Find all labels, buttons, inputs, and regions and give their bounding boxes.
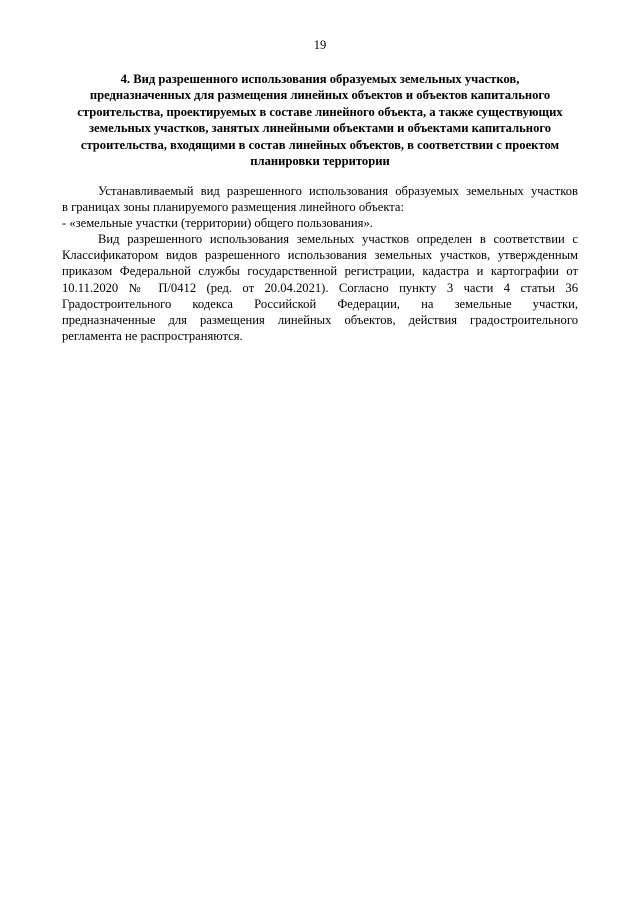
paragraph-line: регламента не распространяются. [62,328,243,343]
paragraph-line: приказом Федеральной службы государственной регистрации, кадастра и картографии от [62,264,578,279]
heading-line: строительства, проектируемых в составе линейного объекта, а также существующих [77,104,563,119]
page-number: 19 [313,38,327,52]
paragraph-line: Классификатором видов разрешенного использования земельных участков, утвержденным [62,248,578,263]
paragraph-line: Градостроительного кодекса Российской Федерации, на земельные участки, [62,296,578,311]
paragraph-line: 10.11.2020 № П/0412 (ред. от 20.04.2021). Согласно пункту 3 части 4 статьи 36 [62,280,578,295]
section-heading [62,71,578,169]
heading-line: строительства, входящими в состав линейных объектов, в соответствии с проектом [80,137,560,152]
heading-line: планировки территории [250,154,390,169]
paragraph-line: Устанавливаемый вид разрешенного использования образуемых земельных участков [98,184,578,198]
paragraph-line: в границах зоны планируемого размещения линейного объекта: [62,200,405,215]
heading-line: предназначенных для размещения линейных объектов и объектов капитального [89,88,551,103]
paragraph-line: предназначенные для размещения линейных объектов, действия градостроительного [62,312,578,327]
paragraph-line: Вид разрешенного использования земельных участков определен в соответствии с [98,232,578,247]
body-text [62,183,578,344]
list-item: - «земельные участки (территории) общего пользования». [62,216,373,231]
heading-line: 4. Вид разрешенного использования образуемых земельных участков, [120,72,520,86]
heading-line: земельных участков, занятых линейными объектами и объектами капитального [88,121,552,136]
